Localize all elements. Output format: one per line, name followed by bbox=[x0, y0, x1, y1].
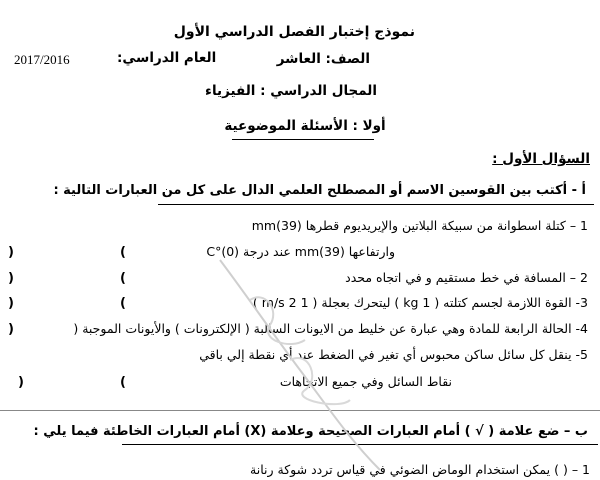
subject-label: المجال الدراسي : الفيزياء bbox=[205, 83, 377, 99]
question-item-5-continued: نقاط السائل وفي جميع الاتجاهات bbox=[279, 374, 452, 389]
answer-paren-close-1: ) bbox=[8, 245, 14, 260]
part-b-underline bbox=[122, 444, 598, 445]
answer-paren-open-1: ( bbox=[120, 245, 126, 260]
question-1-title: السؤال الأول : bbox=[492, 151, 590, 167]
academic-year-value: 2017/2016 bbox=[14, 52, 70, 67]
part-a-instruction: أ - أكتب بين القوسين الاسم أو المصطلح العلمي الدال على كل من العبارات التالية : bbox=[53, 183, 586, 198]
section-title-underline bbox=[232, 139, 374, 140]
answer-paren-close-4: ) bbox=[8, 322, 14, 337]
true-false-item-1: 1 – ( ) يمكن استخدام الوماض الضوئي في قياس تردد شوكة رنانة bbox=[250, 462, 590, 477]
question-item-4: 4- الحالة الرابعة للمادة وهي عبارة عن خليط من الايونات السالبة ( الإلكترونات ) والأيونات الموجبة ( bbox=[73, 321, 588, 336]
exam-title: نموذج إختبار الفصل الدراسي الأول bbox=[173, 24, 415, 40]
answer-paren-open-3: ( bbox=[120, 296, 126, 311]
part-a-underline bbox=[158, 204, 594, 205]
question-item-1-continued: وارتفاعها (39)mm عند درجة (0)°C bbox=[206, 244, 395, 259]
answer-paren-close-3: ) bbox=[8, 296, 14, 311]
answer-paren-open-5: ( bbox=[120, 375, 126, 390]
academic-year-label: العام الدراسي: bbox=[117, 50, 217, 66]
question-item-3: 3- القوة اللازمة لجسم كتلته ( 1 kg ) ليتحرك بعجلة ( 1 m/s 2 ) bbox=[252, 295, 588, 310]
question-item-1: 1 – كتلة اسطوانة من سبيكة البلاتين والإيريديوم قطرها (39)mm bbox=[251, 218, 588, 233]
question-item-5: 5- ينقل كل سائل ساكن محبوس أي تغير في الضغط عند أي نقطة إلي باقي bbox=[199, 347, 588, 362]
answer-paren-close-5: ) bbox=[18, 375, 24, 390]
answer-paren-open-2: ( bbox=[120, 271, 126, 286]
section-divider bbox=[0, 410, 600, 411]
section-title: أولا : الأسئلة الموضوعية bbox=[224, 118, 386, 134]
part-b-instruction: ب – ضع علامة ( √ ) أمام العبارات الصحيحة وعلامة (X) أمام العبارات الخاطئة فيما يلي : bbox=[33, 424, 588, 439]
grade-label: الصف: العاشر bbox=[276, 51, 370, 67]
question-item-2: 2 – المسافة في خط مستقيم و في اتجاه محدد bbox=[345, 270, 588, 285]
answer-paren-close-2: ) bbox=[8, 271, 14, 286]
